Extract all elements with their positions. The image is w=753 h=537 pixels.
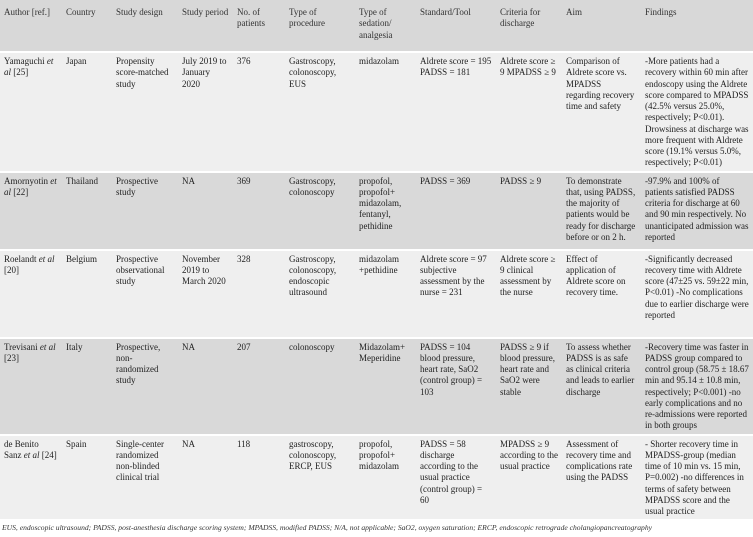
cell-procedure: Gastroscopy, colonoscopy, EUS bbox=[285, 52, 355, 172]
author-name: Amornyotin bbox=[4, 175, 48, 186]
author-ref: [20] bbox=[4, 264, 19, 275]
et-al: et al bbox=[23, 449, 40, 460]
cell-country: Belgium bbox=[62, 250, 112, 338]
cell-procedure: Gastroscopy, colonoscopy, endoscopic ultrasound bbox=[285, 250, 355, 338]
cell-period: November 2019 to March 2020 bbox=[178, 250, 233, 338]
header-author: Author [ref.] bbox=[0, 0, 62, 52]
cell-findings: - Shorter recovery time in MPADSS-group (median time of 10 min vs. 15 min, P=0.002) -no differences in terms of safety between MPADSS score and the usual practice bbox=[641, 435, 753, 520]
cell-tool: PADSS = 369 bbox=[416, 172, 496, 250]
cell-design: Single-center randomized non-blinded clinical trial bbox=[112, 435, 178, 520]
cell-author bbox=[0, 435, 62, 520]
cell-procedure: colonoscopy bbox=[285, 338, 355, 435]
cell-country: Thailand bbox=[62, 172, 112, 250]
table-row bbox=[0, 52, 753, 172]
header-findings: Findings bbox=[641, 0, 753, 52]
cell-country: Japan bbox=[62, 52, 112, 172]
header-country: Country bbox=[62, 0, 112, 52]
cell-tool: PADSS = 58 discharge according to the usual practice (control group) = 60 bbox=[416, 435, 496, 520]
cell-aim: Assessment of recovery time and complications rate using the PADSS bbox=[562, 435, 641, 520]
table-footnote: EUS, endoscopic ultrasound; PADSS, post-anesthesia discharge scoring system; MPADSS, modified PADSS; N/A, not applicable; SaO2, oxygen saturation; ERCP, endoscopic retrograde cholangiopancreatography bbox=[2, 523, 653, 532]
cell-author bbox=[0, 250, 62, 338]
table-row bbox=[0, 250, 753, 338]
author-name: Roelandt bbox=[4, 253, 37, 264]
cell-criteria: PADSS ≥ 9 if blood pressure, heart rate and SaO2 were stable bbox=[496, 338, 562, 435]
cell-sedation: propofol, propofol+ midazolam, fentanyl, pethidine bbox=[355, 172, 416, 250]
cell-sedation: midazolam bbox=[355, 52, 416, 172]
cell-aim: To demonstrate that, using PADSS, the majority of patients would be ready for discharge before or on 2 h. bbox=[562, 172, 641, 250]
cell-period: NA bbox=[178, 338, 233, 435]
header-study-design: Study design bbox=[112, 0, 178, 52]
table-row bbox=[0, 338, 753, 435]
cell-period: NA bbox=[178, 172, 233, 250]
cell-aim: Effect of application of Aldrete score on recovery time. bbox=[562, 250, 641, 338]
et-al: et al bbox=[4, 175, 57, 197]
author-name: Trevisani bbox=[4, 341, 38, 352]
cell-sedation: propofol, propofol+ midazolam bbox=[355, 435, 416, 520]
cell-patients: 207 bbox=[233, 338, 285, 435]
cell-procedure: gastroscopy, colonoscopy, ERCP, EUS bbox=[285, 435, 355, 520]
author-name: de Benito Sanz bbox=[4, 438, 39, 460]
cell-findings: -More patients had a recovery within 60 min after endoscopy using the Aldrete score compared to MPADSS (42.5% versus 25.0%, respectively; P<0.01). Drowsiness at discharge was more frequent with Aldrete score (19.1% versus 5.0%, respectively; P<0.01) bbox=[641, 52, 753, 172]
table-row bbox=[0, 435, 753, 520]
cell-findings: -Significantly decreased recovery time with Aldrete score (47±25 vs. 59±22 min, P<0.01) -No complications due to earlier discharge were reported bbox=[641, 250, 753, 338]
author-ref: [23] bbox=[4, 352, 19, 363]
cell-patients: 328 bbox=[233, 250, 285, 338]
author-ref: [22] bbox=[11, 186, 29, 197]
cell-design: Prospective observational study bbox=[112, 250, 178, 338]
header-study-period: Study period bbox=[178, 0, 233, 52]
cell-patients: 369 bbox=[233, 172, 285, 250]
cell-findings: -Recovery time was faster in PADSS group compared to control group (58.75 ± 18.67 min and 95.14 ± 10.8 min, respectively; P<0.001) -no early complications and no re-admissions were reported in both groups bbox=[641, 338, 753, 435]
cell-country: Italy bbox=[62, 338, 112, 435]
header-aim: Aim bbox=[562, 0, 641, 52]
cell-aim: Comparison of Aldrete score vs. MPADSS regarding recovery time and safety bbox=[562, 52, 641, 172]
cell-tool: Aldrete score = 195 PADSS = 181 bbox=[416, 52, 496, 172]
cell-criteria: Aldrete score ≥ 9 clinical assessment by the nurse bbox=[496, 250, 562, 338]
author-ref: [24] bbox=[39, 449, 57, 460]
cell-author bbox=[0, 52, 62, 172]
cell-sedation: Midazolam+ Meperidine bbox=[355, 338, 416, 435]
cell-tool: PADSS = 104 blood pressure, heart rate, SaO2 (control group) = 103 bbox=[416, 338, 496, 435]
header-procedure: Type of procedure bbox=[285, 0, 355, 52]
cell-period: NA bbox=[178, 435, 233, 520]
cell-design: Propensity score-matched study bbox=[112, 52, 178, 172]
cell-procedure: Gastroscopy, colonoscopy bbox=[285, 172, 355, 250]
cell-sedation: midazolam +pethidine bbox=[355, 250, 416, 338]
cell-country: Spain bbox=[62, 435, 112, 520]
header-criteria: Criteria for discharge bbox=[496, 0, 562, 52]
et-al: et al bbox=[4, 56, 54, 78]
cell-findings: -97.9% and 100% of patients satisfied PADSS criteria for discharge at 60 and 90 min respectively. No unanticipated admission was reported bbox=[641, 172, 753, 250]
et-al: et al bbox=[39, 341, 56, 352]
cell-criteria: PADSS ≥ 9 bbox=[496, 172, 562, 250]
cell-design: Prospective study bbox=[112, 172, 178, 250]
author-name: Yamaguchi bbox=[4, 56, 45, 66]
et-al: et al bbox=[38, 253, 55, 264]
cell-tool: Aldrete score = 97 subjective assessment by the nurse = 231 bbox=[416, 250, 496, 338]
header-sedation: Type of sedation/ analgesia bbox=[355, 0, 416, 52]
cell-criteria: Aldrete score ≥ 9 MPADSS ≥ 9 bbox=[496, 52, 562, 172]
header-row bbox=[0, 0, 753, 52]
cell-patients: 376 bbox=[233, 52, 285, 172]
table-row bbox=[0, 172, 753, 250]
cell-author bbox=[0, 338, 62, 435]
cell-patients: 118 bbox=[233, 435, 285, 520]
author-ref: [25] bbox=[11, 67, 29, 78]
cell-criteria: MPADSS ≥ 9 according to the usual practice bbox=[496, 435, 562, 520]
cell-author bbox=[0, 172, 62, 250]
header-patients: No. of patients bbox=[233, 0, 285, 52]
cell-design: Prospective, non-randomized study bbox=[112, 338, 178, 435]
cell-aim: To assess whether PADSS is as safe as clinical criteria and leads to earlier discharge bbox=[562, 338, 641, 435]
cell-period: July 2019 to January 2020 bbox=[178, 52, 233, 172]
header-tool: Standard/Tool bbox=[416, 0, 496, 52]
